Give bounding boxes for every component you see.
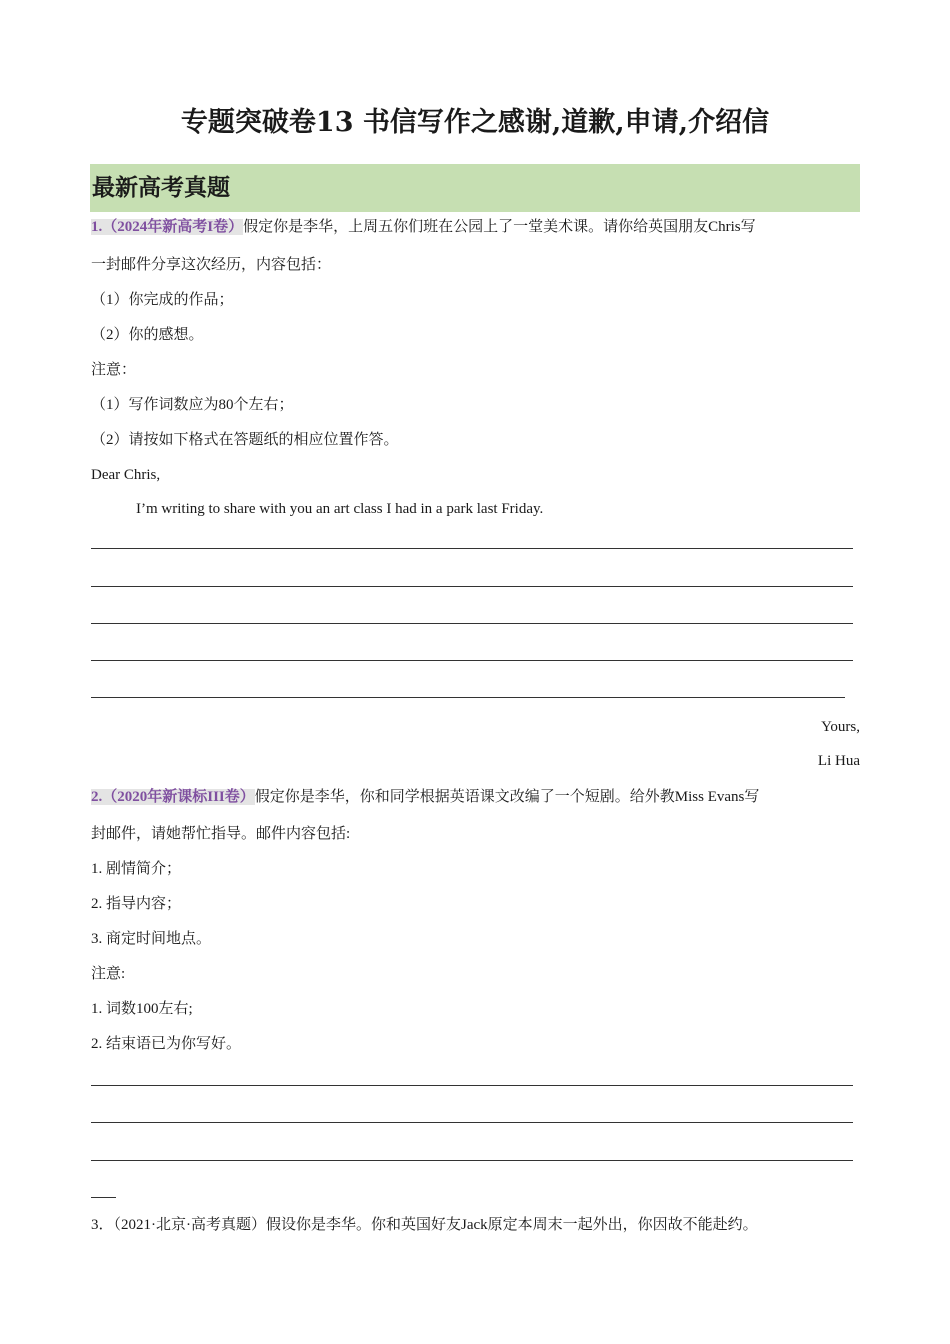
q1-note1: （1）写作词数应为80个左右； bbox=[91, 397, 294, 413]
q2-answer-line[interactable] bbox=[91, 1160, 853, 1161]
q2-prompt-line1: 假定你是李华，你和同学根据英语课文改编了一个短剧。给外教Miss Evans写 bbox=[254, 789, 760, 805]
q2-note-heading: 注意: bbox=[91, 966, 126, 982]
q1-opening: I’m writing to share with you an art class I had in a park last Friday. bbox=[136, 501, 544, 517]
q1-salutation: Dear Chris, bbox=[91, 467, 161, 483]
q1-prompt-line2: 一封邮件分享这次经历，内容包括： bbox=[91, 257, 332, 273]
q2-note2: 2. 结束语已为你写好。 bbox=[91, 1036, 242, 1052]
q1-signature: Li Hua bbox=[817, 753, 860, 769]
page-title: 专题突破卷13 书信写作之感谢,道歉,申请,介绍信 bbox=[180, 107, 770, 138]
q2-answer-line[interactable] bbox=[91, 1085, 853, 1086]
q1-answer-line[interactable] bbox=[91, 660, 853, 661]
section-title: 最新高考真题 bbox=[92, 175, 230, 201]
q2-prompt-line2: 封邮件，请她帮忙指导。邮件内容包括: bbox=[91, 826, 351, 842]
q1-answer-line[interactable] bbox=[91, 697, 845, 698]
q1-answer-line[interactable] bbox=[91, 623, 853, 624]
q1-note-heading: 注意： bbox=[91, 362, 137, 378]
q1-note2: （2）请按如下格式在答题纸的相应位置作答。 bbox=[91, 432, 399, 448]
q2-point3: 3. 商定时间地点。 bbox=[91, 931, 212, 947]
q2-line1 bbox=[91, 786, 759, 808]
q2-label: 2.（2020年新课标III卷） bbox=[91, 789, 255, 805]
q1-point2: （2）你的感想。 bbox=[91, 327, 204, 343]
q1-point1: （1）你完成的作品； bbox=[91, 292, 234, 308]
q1-answer-line[interactable] bbox=[91, 548, 853, 549]
q3-prompt-line1: 3．（2021·北京·高考真题）假设你是李华。你和英国好友Jack原定本周末一起外出，你因故不能赴约。 bbox=[91, 1217, 758, 1233]
q1-prompt-line1: 假定你是李华，上周五你们班在公园上了一堂美术课。请你给英国朋友Chris写 bbox=[243, 219, 756, 235]
q2-note1: 1. 词数100左右; bbox=[91, 1001, 193, 1017]
q1-line1 bbox=[91, 216, 756, 238]
q2-answer-line[interactable] bbox=[91, 1122, 853, 1123]
q1-answer-line[interactable] bbox=[91, 586, 853, 587]
q2-answer-line[interactable] bbox=[91, 1197, 116, 1198]
q2-point1: 1. 剧情简介； bbox=[91, 861, 182, 877]
q1-closing: Yours, bbox=[821, 719, 860, 735]
q1-label: 1.（2024年新高考I卷） bbox=[91, 219, 244, 235]
q2-point2: 2. 指导内容； bbox=[91, 896, 182, 912]
